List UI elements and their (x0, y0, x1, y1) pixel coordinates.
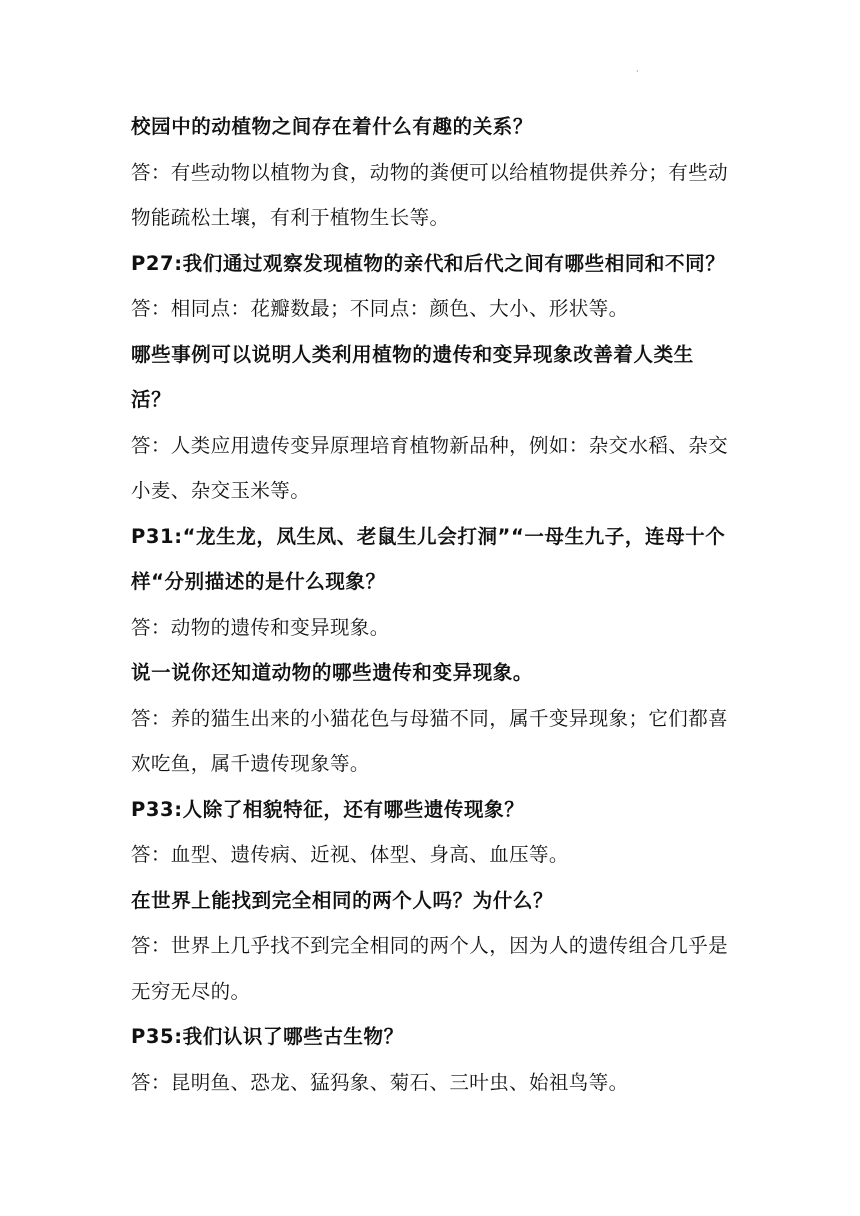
answer-line: 答：人类应用遗传变异原理培育植物新品种，例如：杂交水稻、杂交 (131, 433, 729, 457)
answer-line: 答：动物的遗传和变异现象。 (131, 615, 390, 639)
answer-line: 欢吃鱼，属千遗传现象等。 (131, 752, 370, 775)
answer-line: 答：相同点：花瓣数最；不同点：颜色、大小、形状等。 (131, 297, 629, 320)
answer-line: 答：有些动物以植物为食，动物的粪便可以给植物提供养分；有些动 (131, 160, 729, 184)
question-line: 在世界上能找到完全相同的两个人吗？为什么？ (131, 888, 554, 912)
question-line: 样“分别描述的是什么现象？ (131, 570, 386, 593)
question-line: P31:“龙生龙，凤生凤、老鼠生儿会打洞”“一母生九子，连母十个 (131, 524, 726, 548)
answer-line: 答：养的猫生出来的小猫花色与母猫不同，属千变异现象；它们都喜 (131, 706, 729, 730)
qa-content (131, 104, 741, 1105)
question-line: 活？ (131, 388, 172, 411)
question-line: P35:我们认识了哪些古生物？ (131, 1025, 404, 1048)
answer-line: 答：昆明鱼、恐龙、猛犸象、菊石、三叶虫、始祖鸟等。 (131, 1070, 629, 1094)
answer-line: 无穷无尽的。 (131, 979, 251, 1003)
question-line: 说一说你还知道动物的哪些遗传和变异现象。 (131, 661, 534, 684)
header-mark: · (636, 67, 639, 76)
answer-line: 物能疏松土壤，有利于植物生长等。 (131, 206, 450, 229)
answer-line: 答：世界上几乎找不到完全相同的两个人，因为人的遗传组合几乎是 (131, 934, 729, 957)
question-line: 校园中的动植物之间存在着什么有趣的关系？ (131, 115, 534, 138)
answer-line: 小麦、杂交玉米等。 (131, 479, 311, 502)
question-line: P33:人除了相貌特征，还有哪些遗传现象？ (131, 797, 525, 821)
question-line: P27:我们通过观察发现植物的亲代和后代之间有哪些相同和不同？ (131, 251, 726, 275)
answer-line: 答：血型、遗传病、近视、体型、身高、血压等。 (131, 843, 569, 866)
question-line: 哪些事例可以说明人类利用植物的遗传和变异现象改善着人类生 (131, 342, 694, 366)
